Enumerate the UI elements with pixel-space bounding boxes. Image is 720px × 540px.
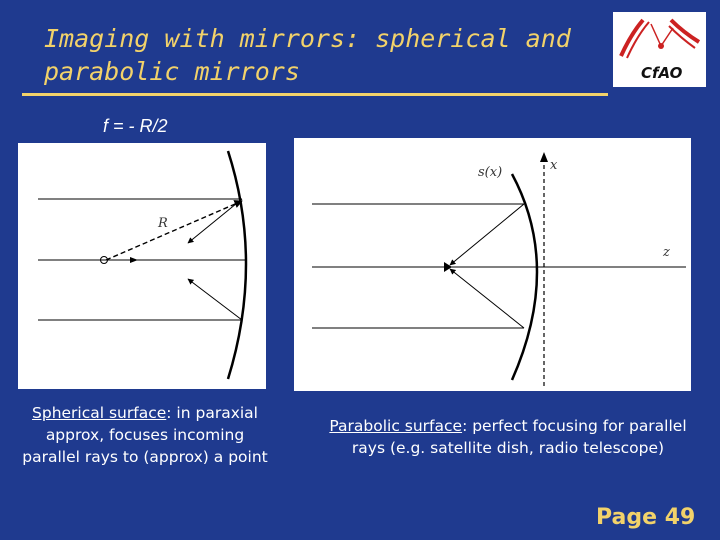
- spherical-mirror-figure: [18, 143, 266, 389]
- parabolic-mirror-curve: [512, 174, 537, 380]
- radius-line: [106, 201, 242, 260]
- radius-label: R: [158, 216, 168, 231]
- reflected-ray-bottom: [450, 269, 524, 328]
- title-underline: [22, 93, 608, 96]
- focal-length-formula: f = - R/2: [103, 116, 168, 136]
- focal-point-marker: [444, 262, 452, 272]
- spherical-term: Spherical surface: [32, 404, 167, 422]
- focus-arrow: [130, 257, 138, 263]
- parabolic-caption: [318, 415, 698, 459]
- logo-text: CfAO: [641, 64, 683, 82]
- surface-label: s(x): [478, 165, 503, 180]
- spherical-mirror-arc: [228, 151, 246, 379]
- reflected-ray-bottom: [188, 279, 242, 320]
- parabolic-description: : perfect focusing for parallel rays (e.g. satellite dish, radio telescope): [351, 417, 687, 457]
- parabolic-term: Parabolic surface: [329, 417, 463, 435]
- title-line-2: parabolic mirrors: [44, 57, 300, 86]
- spherical-caption: [20, 402, 270, 468]
- reflected-ray-top: [450, 204, 524, 265]
- cfao-logo: [613, 12, 706, 87]
- spherical-description: : in paraxial approx, focuses incoming parallel rays to (approx) a point: [22, 404, 268, 466]
- x-axis-label: x: [550, 158, 558, 173]
- z-axis-label: z: [663, 245, 670, 260]
- x-axis-arrowhead: [540, 152, 548, 162]
- page-number: Page 49: [596, 505, 696, 530]
- slide-title: [44, 22, 604, 88]
- title-line-1: Imaging with mirrors: spherical and: [44, 24, 571, 53]
- parabolic-mirror-figure: [294, 138, 691, 391]
